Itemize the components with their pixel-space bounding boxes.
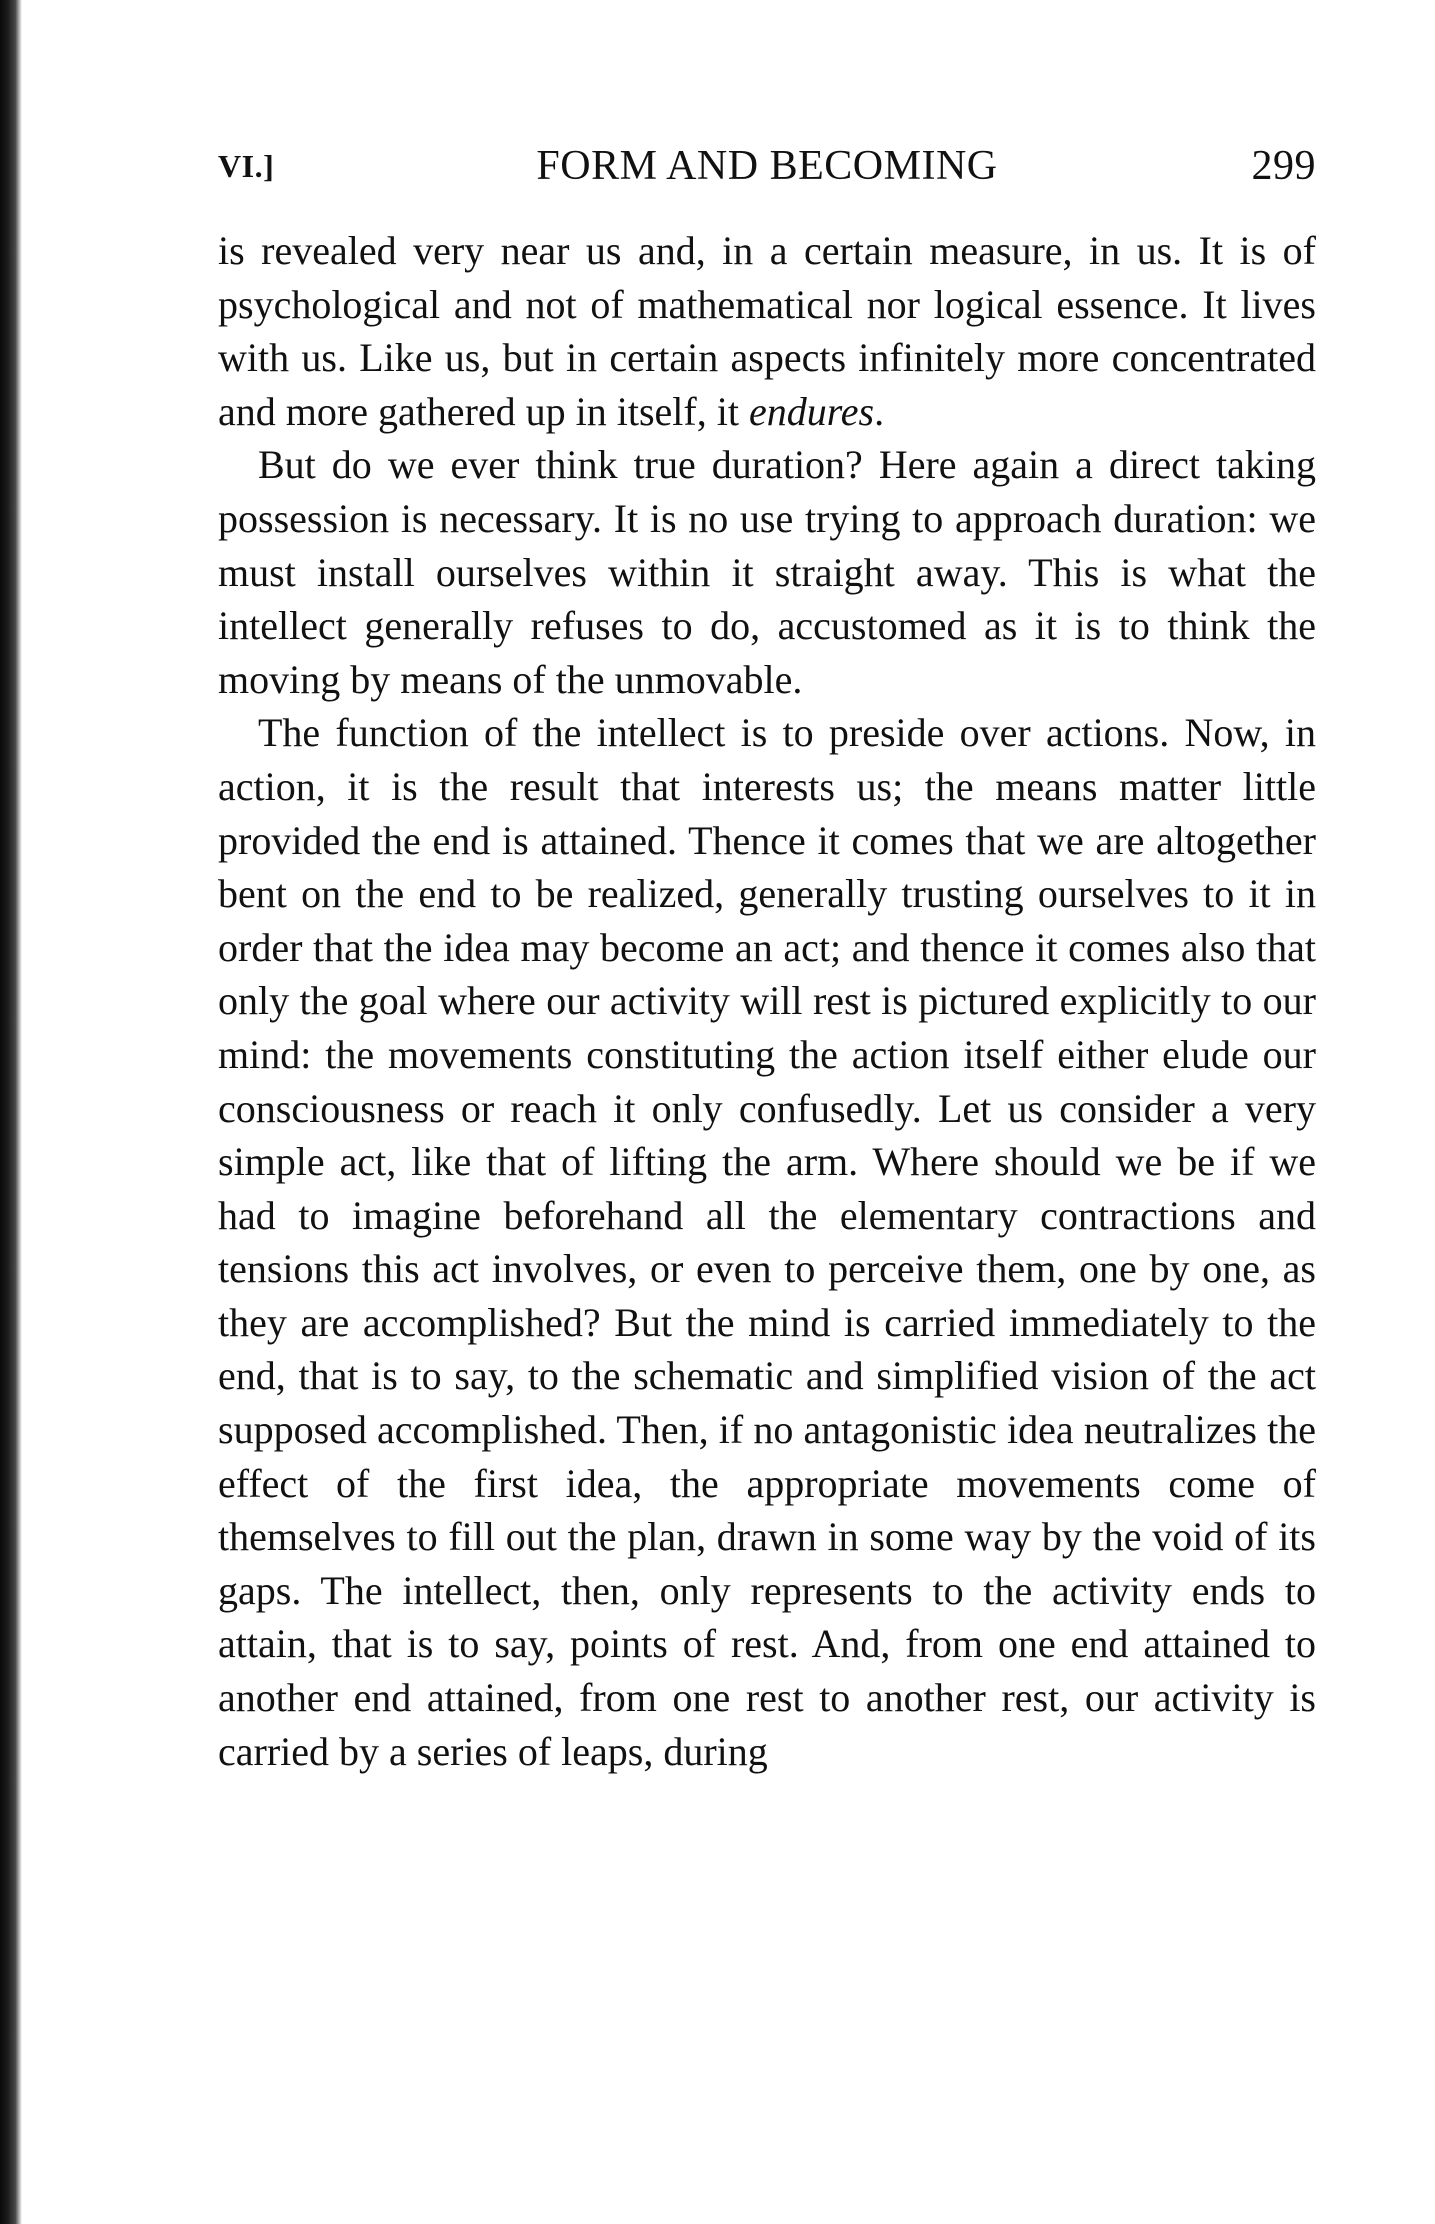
- paragraph-1: [218, 224, 1316, 438]
- chapter-number: VI.]: [218, 148, 275, 184]
- page-number: 299: [1251, 143, 1316, 189]
- paragraph-1-text: is revealed very near us and, in a certain measure, in us. It is of psychological and not of mathematical nor logical essence. It lives with us. Like us, but in certain aspects infinitely more concentrated and more gathered up in itself, it: [218, 228, 1316, 434]
- paragraph-3: The function of the intellect is to preside over actions. Now, in action, it is the result that interests us; the means matter little provided the end is attained. Thence it comes that we are altogether bent on the end to be realized, generally trusting ourselves to it in order that the idea may become an act; and thence it comes also that only the goal where our activity will rest is pictured explicitly to our mind: the movements constituting the action itself either elude our consciousness or reach it only confusedly. Let us consider a very simple act, like that of lifting the arm. Where should we be if we had to imagine beforehand all the elementary contractions and tensions this act involves, or even to perceive them, one by one, as they are accomplished? But the mind is carried immediately to the end, that is to say, to the schematic and simplified vision of the act supposed accomplished. Then, if no antagonistic idea neutralizes the effect of the first idea, the appropriate movements come of themselves to fill out the plan, drawn in some way by the void of its gaps. The intellect, then, only represents to the activity ends to attain, that is to say, points of rest. And, from one end attained to another end attained, from one rest to another rest, our activity is carried by a series of leaps, during: [218, 710, 1316, 1774]
- running-head: [218, 136, 1316, 196]
- paragraph-1-tail: .: [874, 388, 885, 434]
- page-body: [218, 224, 1316, 1778]
- page-binding-edge: [0, 0, 22, 2224]
- page-title: FORM AND BECOMING: [536, 143, 998, 189]
- emphasis-endures: endures: [748, 388, 875, 434]
- paragraph-2: But do we ever think true duration? Here again a direct taking possession is necessary. It is no use trying to approach duration: we must install ourselves within it straight away. This is what the intellect generally refuses to do, accustomed as it is to think the moving by means of the unmovable.: [218, 442, 1316, 702]
